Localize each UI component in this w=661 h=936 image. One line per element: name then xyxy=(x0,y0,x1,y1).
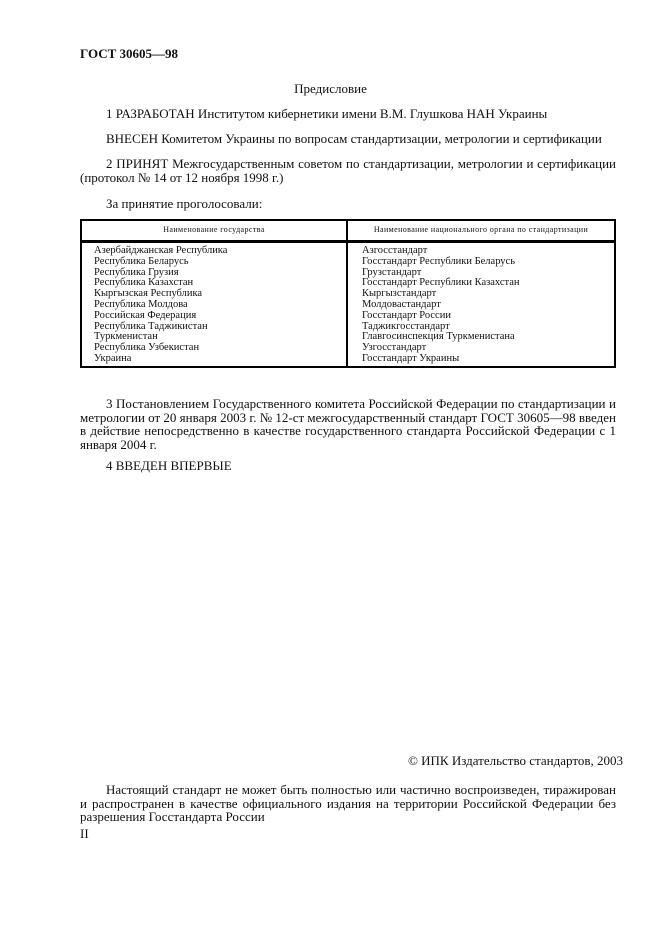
document-code: ГОСТ 30605—98 xyxy=(80,46,179,61)
introduced-by: ВНЕСЕН Комитетом Украины по вопросам стандартизации, метрологии и сертификации xyxy=(106,131,602,146)
standards-body-name: Молдовастандарт xyxy=(362,298,441,310)
standards-body-name: Главгосинспекция Туркменистана xyxy=(362,331,515,343)
standards-body-name: Азгосстандарт xyxy=(362,245,428,256)
item-1-developed: 1 РАЗРАБОТАН Институтом кибернетики имени В.М. Глушкова НАН Украины xyxy=(106,106,548,121)
country-name: Кыргызская Республика xyxy=(94,288,203,300)
item-2-adopted: 2 ПРИНЯТ Межгосударственным советом по стандартизации, метрологии и сертификации (протокол № 14 от 12 ноября 1998 г.) xyxy=(80,156,616,185)
standards-body-column xyxy=(347,242,615,367)
standards-body-name: Госстандарт России xyxy=(362,309,451,321)
country-name: Азербайджанская Республика xyxy=(94,245,228,256)
country-column xyxy=(81,242,347,367)
country-name: Республика Грузия xyxy=(94,266,179,278)
country-name: Республика Узбекистан xyxy=(94,342,200,354)
standards-body-name: Таджикгосстандарт xyxy=(362,320,450,332)
item-3-enacted: 3 Постановлением Государственного комитета Российской Федерации по стандартизации и метрологии от 20 января 2003 г. № 12-ст межгосударственный стандарт ГОСТ 30605—98 введен в действие непосредственно в качестве государственного стандарта Российской Федерации с 1 января 2004 г. xyxy=(80,396,616,452)
header-standards-body: Наименование национального органа по стандартизации xyxy=(347,220,615,242)
country-name: Российская Федерация xyxy=(94,309,197,321)
standards-body-name: Грузстандарт xyxy=(362,266,422,278)
page-number: II xyxy=(80,826,89,841)
country-name: Республика Беларусь xyxy=(94,255,189,267)
header-country: Наименование государства xyxy=(81,220,347,242)
copyright-notice: © ИПК Издательство стандартов, 2003 xyxy=(408,753,623,768)
table-body-row xyxy=(81,242,615,367)
reproduction-notice: Настоящий стандарт не может быть полностью или частично воспроизведен, тиражирован и распространен в качестве официального издания на территории Российской Федерации без разрешения Госстандарта России xyxy=(80,782,616,824)
standards-body-name: Кыргызстандарт xyxy=(362,288,437,300)
country-name: Туркменистан xyxy=(94,331,158,343)
table-header-row xyxy=(81,220,615,242)
item-4-first-introduced: 4 ВВЕДЕН ВПЕРВЫЕ xyxy=(106,458,232,473)
country-name: Республика Казахстан xyxy=(94,277,194,289)
country-name: Украина xyxy=(94,352,132,364)
standards-body-name: Госстандарт Республики Казахстан xyxy=(362,277,520,289)
standards-body-name: Узгосстандарт xyxy=(362,342,427,354)
country-name: Республика Таджикистан xyxy=(94,320,208,332)
voting-table xyxy=(80,219,616,368)
standards-body-name: Госстандарт Республики Беларусь xyxy=(362,255,516,267)
country-name: Республика Молдова xyxy=(94,298,188,310)
preface-title: Предисловие xyxy=(294,81,367,96)
voted-label: За принятие проголосовали: xyxy=(106,196,263,211)
standards-body-name: Госстандарт Украины xyxy=(362,352,460,364)
